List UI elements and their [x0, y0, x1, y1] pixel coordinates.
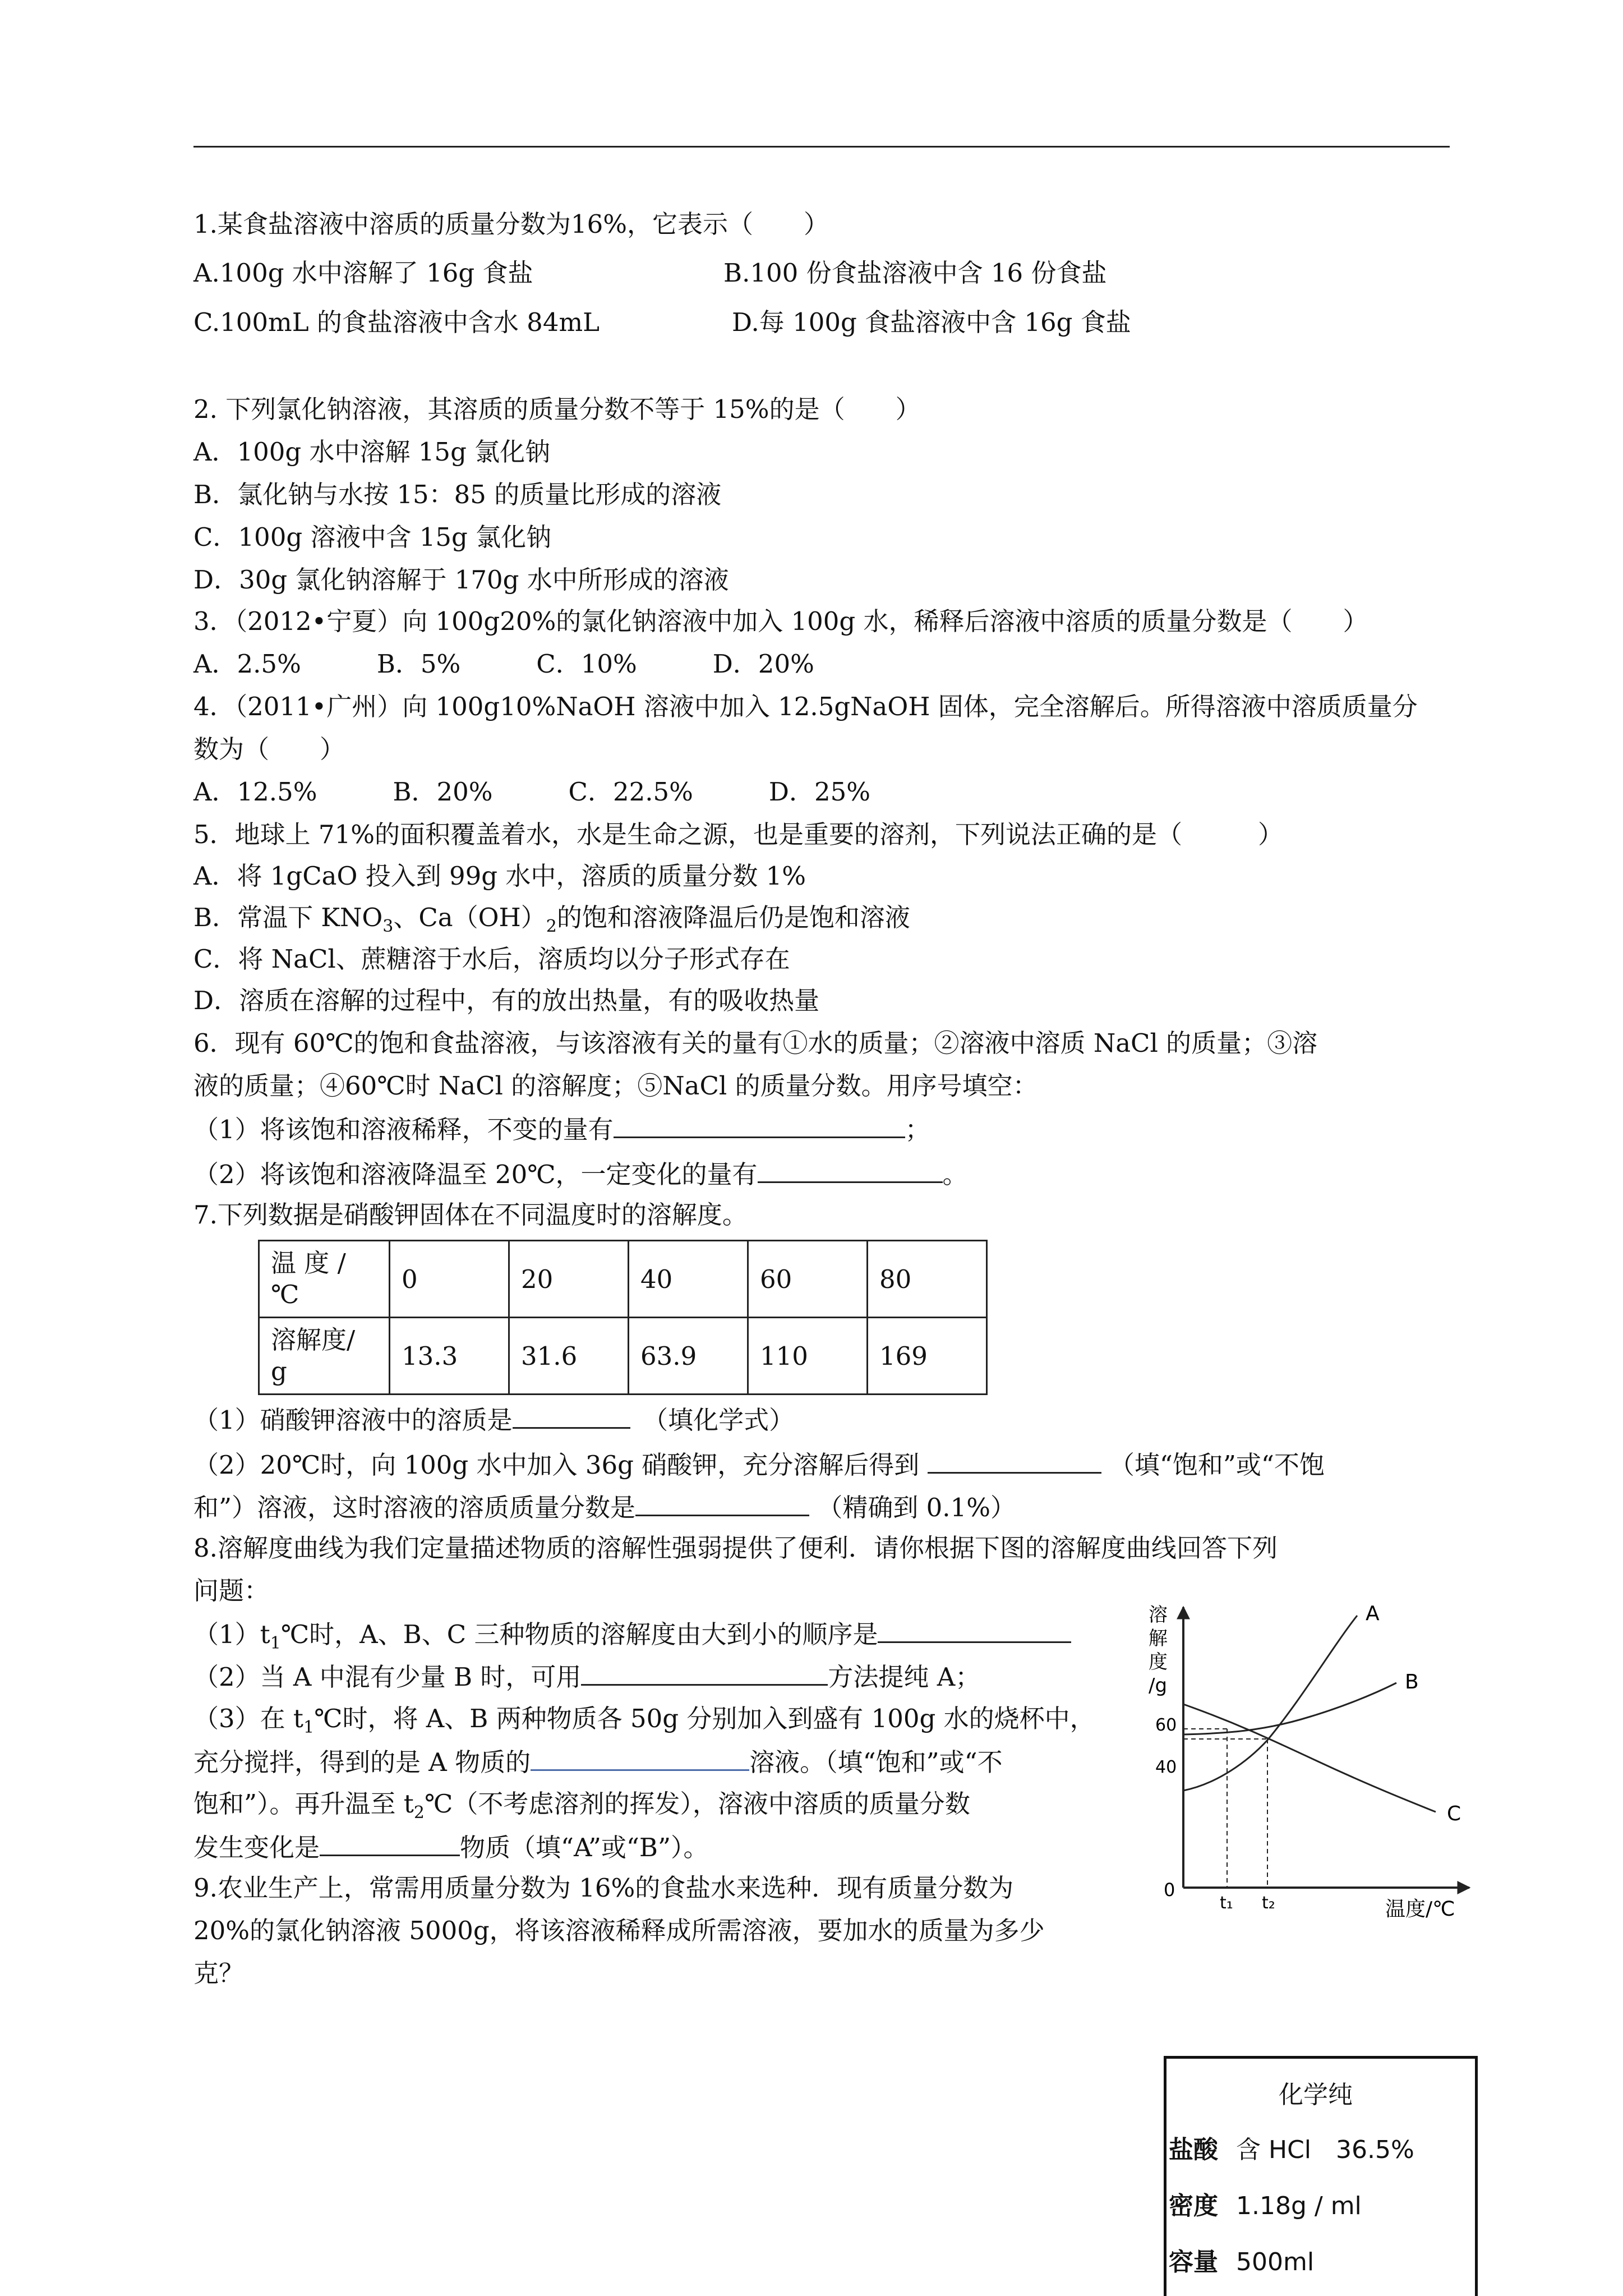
- table-cell: 110: [748, 1318, 868, 1395]
- curve-b: [1183, 1683, 1396, 1734]
- q3-options: A．2.5% B．5% C．10% D．20%: [193, 649, 814, 679]
- q1-option-c: C.100mL 的食盐溶液中含水 84mL: [193, 307, 600, 337]
- q7-part2-blank[interactable]: [928, 1447, 1101, 1474]
- y-tick-label: 40: [1155, 1757, 1177, 1777]
- q1-stem: 1.某食盐溶液中溶质的质量分数为16%，它表示（ ）: [193, 209, 829, 239]
- q1-option-d: D.每 100g 食盐溶液中含 16g 食盐: [732, 307, 1131, 337]
- q2-option-c: C．100g 溶液中含 15g 氯化钠: [193, 522, 552, 552]
- q2-option-b: B．氯化钠与水按 15：85 的质量比形成的溶液: [193, 480, 722, 509]
- table-cell: 0: [390, 1241, 509, 1318]
- q7-stem: 7.下列数据是硝酸钾固体在不同温度时的溶解度。: [193, 1200, 748, 1230]
- table-cell: 13.3: [390, 1318, 509, 1395]
- reagent-label-title: 化学纯: [1279, 2081, 1353, 2109]
- table-row: [259, 1241, 987, 1318]
- q8-part3: （3）在 $t_1℃$时，将 A、B 两种物质各 50g 分别加入到盛有 100g 水的烧杯中，: [193, 1704, 1095, 1737]
- table-header-temperature: 温 度 / ℃: [259, 1241, 390, 1318]
- solubility-table: [258, 1240, 988, 1395]
- q5-option-c: C．将 NaCl、蔗糖溶于水后，溶质均以分子形式存在: [193, 944, 790, 974]
- q5-option-d: D．溶质在溶解的过程中，有的放出热量，有的吸收热量: [193, 986, 820, 1015]
- q8-part1: $(1)t_1℃$时，A、B、C 三种物质的溶解度由大到小的顺序是: [193, 1617, 1071, 1660]
- q2-option-d: D．30g 氯化钠溶解于 170g 水中所形成的溶液: [193, 565, 729, 595]
- q2-stem: 2. 下列氯化钠溶液，其溶质的质量分数不等于 15%的是（ ）: [193, 394, 921, 424]
- table-cell: 31.6: [509, 1318, 629, 1395]
- q8-part2-blank[interactable]: [581, 1659, 828, 1686]
- curve-a: [1183, 1616, 1357, 1791]
- table-header-solubility: 溶解度/ g: [259, 1318, 390, 1395]
- q8-part3-line3: 饱和”）。再升温至 $t_2℃$（不考虑溶剂的挥发），溶液中溶质的质量分数: [193, 1789, 970, 1823]
- q8-part2: （2）当 A 中混有少量 B 时，可用 方法提纯 A；: [193, 1659, 980, 1694]
- q8-part3-saturation-blank[interactable]: [531, 1745, 749, 1771]
- q9-line2: 20%的氯化钠溶液 5000g，将该溶液稀释成所需溶液，要加水的质量为多少: [193, 1916, 1045, 1945]
- y-axis-label: 溶解度/g: [1149, 1604, 1168, 1697]
- x-tick-label: t₂: [1262, 1893, 1275, 1913]
- q4-stem-line1: 4．（2011•广州）向 100g10%NaOH 溶液中加入 12.5gNaOH 固体，完全溶解后。所得溶液中溶质质量分: [193, 692, 1418, 721]
- series-label-a: A: [1366, 1602, 1380, 1625]
- q4-stem-line2: 数为（ ）: [193, 734, 345, 764]
- table-cell: 40: [629, 1241, 748, 1318]
- table-cell: 169: [868, 1318, 987, 1395]
- series-label-b: B: [1405, 1671, 1419, 1694]
- header-rule: [193, 146, 1450, 148]
- q6-stem-line1: 6．现有 60℃的饱和食盐溶液，与该溶液有关的量有①水的质量；②溶液中溶质 NaCl 的质量；③溶: [193, 1028, 1318, 1058]
- q5-option-b: B．常温下 $KNO_3$、$Ca(OH)_2$的饱和溶液降温后仍是饱和溶液: [193, 903, 910, 936]
- series-label-c: C: [1447, 1802, 1461, 1825]
- reagent-row-density: 密度 1.18g / ml: [1169, 2192, 1362, 2220]
- table-row: [259, 1318, 987, 1395]
- q7-part1: （1）硝酸钾溶液中的溶质是 （填化学式）: [193, 1402, 794, 1437]
- q3-stem: 3．（2012•宁夏）向 100g20%的氯化钠溶液中加入 100g 水，稀释后溶液中溶质的质量分数是（ ）: [193, 606, 1368, 636]
- q8-part3-line2: 充分搅拌，得到的是 A 物质的 溶液。（填“饱和”或“不: [193, 1745, 1003, 1779]
- q6-part2: （2）将该饱和溶液降温至 20℃，一定变化的量有 。: [193, 1157, 968, 1191]
- q8-part3-substance-blank[interactable]: [320, 1830, 460, 1856]
- table-cell: 60: [748, 1241, 868, 1318]
- x-axis-label: 温度/℃: [1385, 1898, 1455, 1918]
- q2-option-a: A．100g 水中溶解 15g 氯化钠: [193, 437, 551, 467]
- q7-part2-line2: 和”）溶液，这时溶液的溶质质量分数是 （精确到 0.1%）: [193, 1490, 1016, 1525]
- origin-label: 0: [1164, 1879, 1175, 1901]
- curve-c: [1183, 1704, 1436, 1812]
- q5-option-a: A．将 1gCaO 投入到 99g 水中，溶质的质量分数 1%: [193, 861, 806, 891]
- q1-option-b: B.100 份食盐溶液中含 16 份食盐: [723, 258, 1107, 288]
- q4-options: A．12.5% B．20% C．22.5% D．25%: [193, 777, 871, 807]
- q7-part2-percent-blank[interactable]: [635, 1490, 809, 1516]
- q9-line3: 克？: [193, 1958, 245, 1988]
- table-cell: 63.9: [629, 1318, 748, 1395]
- reagent-row-hcl: 盐酸 含 HCl 36.5%: [1169, 2136, 1414, 2164]
- q8-part1-blank[interactable]: [878, 1617, 1071, 1643]
- table-cell: 80: [868, 1241, 987, 1318]
- q6-part2-blank[interactable]: [758, 1157, 943, 1183]
- q7-part1-blank[interactable]: [513, 1402, 630, 1429]
- q6-stem-line2: 液的质量；④60℃时 NaCl 的溶解度；⑤NaCl 的质量分数。用序号填空：: [193, 1071, 1038, 1101]
- q6-part1-blank[interactable]: [614, 1112, 905, 1138]
- q8-part3-line4: 发生变化是 物质（填“A”或“B”）。: [193, 1830, 709, 1865]
- q7-part2: （2）20℃时，向 100g 水中加入 36g 硝酸钾，充分溶解后得到 （填“饱和”或“不饱: [193, 1447, 1325, 1482]
- y-tick-label: 60: [1155, 1715, 1177, 1735]
- q8-stem-line2: 问题：: [193, 1576, 270, 1605]
- reagent-label: [1164, 2056, 1478, 2296]
- q9-line1: 9.农业生产上，常需用质量分数为 16%的食盐水来选种．现有质量分数为: [193, 1873, 1014, 1903]
- q1-option-a: A.100g 水中溶解了 16g 食盐: [193, 258, 533, 288]
- q8-stem-line1: 8.溶解度曲线为我们定量描述物质的溶解性强弱提供了便利．请你根据下图的溶解度曲线回答下列: [193, 1533, 1278, 1563]
- q5-stem: 5．地球上 71%的面积覆盖着水，水是生命之源，也是重要的溶剂，下列说法正确的是（ ）: [193, 820, 1283, 849]
- x-tick-label: t₁: [1220, 1893, 1233, 1913]
- solubility-curve-chart: [1133, 1593, 1481, 1918]
- q6-part1: （1）将该饱和溶液稀释，不变的量有 ；: [193, 1112, 930, 1147]
- reagent-row-volume: 容量 500ml: [1169, 2248, 1315, 2276]
- table-cell: 20: [509, 1241, 629, 1318]
